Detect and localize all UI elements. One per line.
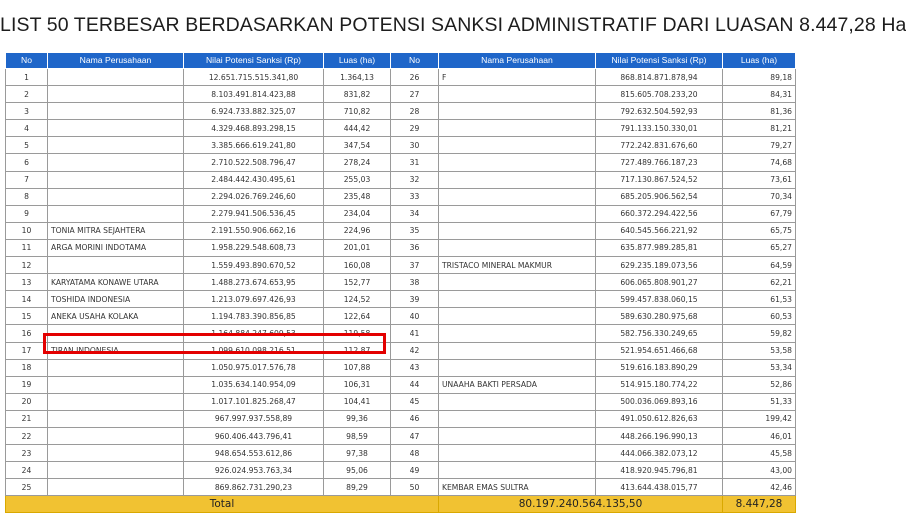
area-value: 51,33 bbox=[723, 393, 796, 410]
area-value: 65,27 bbox=[723, 239, 796, 256]
sanction-value: 1.194.783.390.856,85 bbox=[184, 308, 324, 325]
header-row bbox=[6, 53, 796, 69]
row-no: 16 bbox=[6, 325, 48, 342]
row-no: 30 bbox=[391, 137, 439, 154]
area-value: 235,48 bbox=[324, 188, 391, 205]
sanction-value: 413.644.438.015,77 bbox=[596, 479, 723, 496]
sanction-value: 448.266.196.990,13 bbox=[596, 427, 723, 444]
row-no: 23 bbox=[6, 445, 48, 462]
row-no: 12 bbox=[6, 257, 48, 274]
area-value: 73,61 bbox=[723, 171, 796, 188]
row-no: 2 bbox=[6, 86, 48, 103]
table-row bbox=[6, 274, 796, 291]
row-no: 18 bbox=[6, 359, 48, 376]
area-value: 234,04 bbox=[324, 205, 391, 222]
company-name bbox=[48, 188, 184, 205]
area-value: 59,82 bbox=[723, 325, 796, 342]
table-row bbox=[6, 69, 796, 86]
sanction-value: 12.651.715.515.341,80 bbox=[184, 69, 324, 86]
table-row bbox=[6, 393, 796, 410]
company-name bbox=[439, 445, 596, 462]
table-body bbox=[6, 69, 796, 496]
sanction-value: 869.862.731.290,23 bbox=[184, 479, 324, 496]
header-name-left: Nama Perusahaan bbox=[48, 53, 184, 69]
area-value: 119,58 bbox=[324, 325, 391, 342]
row-no: 24 bbox=[6, 462, 48, 479]
row-no: 45 bbox=[391, 393, 439, 410]
row-no: 21 bbox=[6, 410, 48, 427]
row-no: 47 bbox=[391, 427, 439, 444]
company-name: TIRAN INDONESIA bbox=[48, 342, 184, 359]
company-name bbox=[439, 103, 596, 120]
area-value: 43,00 bbox=[723, 462, 796, 479]
company-name bbox=[48, 120, 184, 137]
area-value: 61,53 bbox=[723, 291, 796, 308]
row-no: 37 bbox=[391, 257, 439, 274]
table-row bbox=[6, 308, 796, 325]
sanction-value: 926.024.953.763,34 bbox=[184, 462, 324, 479]
table-row bbox=[6, 222, 796, 239]
company-name bbox=[439, 222, 596, 239]
row-no: 9 bbox=[6, 205, 48, 222]
row-no: 50 bbox=[391, 479, 439, 496]
sanction-table bbox=[5, 52, 796, 513]
area-value: 46,01 bbox=[723, 427, 796, 444]
page-title: LIST 50 TERBESAR BERDASARKAN POTENSI SANKSI ADMINISTRATIF DARI LUASAN 8.447,28 Ha bbox=[0, 14, 906, 36]
sanction-value: 660.372.294.422,56 bbox=[596, 205, 723, 222]
row-no: 49 bbox=[391, 462, 439, 479]
area-value: 444,42 bbox=[324, 120, 391, 137]
sanction-value: 521.954.651.466,68 bbox=[596, 342, 723, 359]
row-no: 8 bbox=[6, 188, 48, 205]
area-value: 97,38 bbox=[324, 445, 391, 462]
table-row bbox=[6, 239, 796, 256]
header-area-left: Luas (ha) bbox=[324, 53, 391, 69]
company-name bbox=[439, 205, 596, 222]
row-no: 29 bbox=[391, 120, 439, 137]
company-name bbox=[48, 479, 184, 496]
company-name bbox=[439, 462, 596, 479]
row-no: 13 bbox=[6, 274, 48, 291]
table-row bbox=[6, 205, 796, 222]
area-value: 98,59 bbox=[324, 427, 391, 444]
area-value: 107,88 bbox=[324, 359, 391, 376]
table-row bbox=[6, 376, 796, 393]
company-name bbox=[48, 410, 184, 427]
table-row bbox=[6, 291, 796, 308]
company-name bbox=[48, 205, 184, 222]
area-value: 81,21 bbox=[723, 120, 796, 137]
total-area: 8.447,28 bbox=[723, 496, 796, 513]
table-row bbox=[6, 479, 796, 496]
company-name bbox=[439, 325, 596, 342]
company-name: KARYATAMA KONAWE UTARA bbox=[48, 274, 184, 291]
area-value: 278,24 bbox=[324, 154, 391, 171]
company-name bbox=[439, 171, 596, 188]
company-name bbox=[48, 462, 184, 479]
table-row bbox=[6, 120, 796, 137]
table-row bbox=[6, 359, 796, 376]
area-value: 89,29 bbox=[324, 479, 391, 496]
area-value: 42,46 bbox=[723, 479, 796, 496]
company-name bbox=[48, 69, 184, 86]
row-no: 25 bbox=[6, 479, 48, 496]
row-no: 19 bbox=[6, 376, 48, 393]
company-name bbox=[48, 86, 184, 103]
company-name bbox=[48, 103, 184, 120]
area-value: 152,77 bbox=[324, 274, 391, 291]
area-value: 255,03 bbox=[324, 171, 391, 188]
sanction-value: 491.050.612.826,63 bbox=[596, 410, 723, 427]
company-name: TOSHIDA INDONESIA bbox=[48, 291, 184, 308]
table-row bbox=[6, 103, 796, 120]
company-name: ARGA MORINI INDOTAMA bbox=[48, 239, 184, 256]
sanction-value: 519.616.183.890,29 bbox=[596, 359, 723, 376]
total-row bbox=[6, 496, 796, 513]
row-no: 34 bbox=[391, 205, 439, 222]
area-value: 224,96 bbox=[324, 222, 391, 239]
table-row bbox=[6, 342, 796, 359]
sanction-value: 948.654.553.612,86 bbox=[184, 445, 324, 462]
area-value: 79,27 bbox=[723, 137, 796, 154]
company-name bbox=[48, 171, 184, 188]
company-name: UNAAHA BAKTI PERSADA bbox=[439, 376, 596, 393]
row-no: 5 bbox=[6, 137, 48, 154]
area-value: 65,75 bbox=[723, 222, 796, 239]
row-no: 48 bbox=[391, 445, 439, 462]
area-value: 95,06 bbox=[324, 462, 391, 479]
area-value: 84,31 bbox=[723, 86, 796, 103]
sanction-value: 2.484.442.430.495,61 bbox=[184, 171, 324, 188]
row-no: 36 bbox=[391, 239, 439, 256]
row-no: 14 bbox=[6, 291, 48, 308]
total-value: 80.197.240.564.135,50 bbox=[439, 496, 723, 513]
sanction-value: 1.050.975.017.576,78 bbox=[184, 359, 324, 376]
table-row bbox=[6, 171, 796, 188]
area-value: 53,58 bbox=[723, 342, 796, 359]
sanction-value: 2.279.941.506.536,45 bbox=[184, 205, 324, 222]
area-value: 52,86 bbox=[723, 376, 796, 393]
row-no: 4 bbox=[6, 120, 48, 137]
area-value: 74,68 bbox=[723, 154, 796, 171]
company-name bbox=[439, 359, 596, 376]
sanction-value: 815.605.708.233,20 bbox=[596, 86, 723, 103]
company-name bbox=[439, 188, 596, 205]
row-no: 11 bbox=[6, 239, 48, 256]
sanction-value: 640.545.566.221,92 bbox=[596, 222, 723, 239]
sanction-value: 514.915.180.774,22 bbox=[596, 376, 723, 393]
company-name bbox=[439, 393, 596, 410]
area-value: 70,34 bbox=[723, 188, 796, 205]
company-name bbox=[48, 376, 184, 393]
area-value: 60,53 bbox=[723, 308, 796, 325]
sanction-value: 1.559.493.890.670,52 bbox=[184, 257, 324, 274]
sanction-value: 967.997.937.558,89 bbox=[184, 410, 324, 427]
area-value: 104,41 bbox=[324, 393, 391, 410]
company-name bbox=[439, 410, 596, 427]
row-no: 17 bbox=[6, 342, 48, 359]
company-name: KEMBAR EMAS SULTRA bbox=[439, 479, 596, 496]
sanction-value: 1.488.273.674.653,95 bbox=[184, 274, 324, 291]
row-no: 7 bbox=[6, 171, 48, 188]
area-value: 160,08 bbox=[324, 257, 391, 274]
company-name bbox=[439, 120, 596, 137]
company-name bbox=[48, 325, 184, 342]
sanction-value: 629.235.189.073,56 bbox=[596, 257, 723, 274]
table-row bbox=[6, 137, 796, 154]
company-name bbox=[48, 137, 184, 154]
row-no: 1 bbox=[6, 69, 48, 86]
row-no: 43 bbox=[391, 359, 439, 376]
company-name bbox=[439, 239, 596, 256]
area-value: 831,82 bbox=[324, 86, 391, 103]
sanction-value: 599.457.838.060,15 bbox=[596, 291, 723, 308]
total-label: Total bbox=[6, 496, 439, 513]
row-no: 22 bbox=[6, 427, 48, 444]
sanction-value: 606.065.808.901,27 bbox=[596, 274, 723, 291]
table-row bbox=[6, 445, 796, 462]
sanction-value: 1.958.229.548.608,73 bbox=[184, 239, 324, 256]
company-name bbox=[439, 274, 596, 291]
company-name bbox=[48, 154, 184, 171]
sanction-value: 582.756.330.249,65 bbox=[596, 325, 723, 342]
area-value: 124,52 bbox=[324, 291, 391, 308]
area-value: 122,64 bbox=[324, 308, 391, 325]
row-no: 6 bbox=[6, 154, 48, 171]
row-no: 20 bbox=[6, 393, 48, 410]
row-no: 27 bbox=[391, 86, 439, 103]
row-no: 31 bbox=[391, 154, 439, 171]
company-name bbox=[439, 86, 596, 103]
row-no: 15 bbox=[6, 308, 48, 325]
row-no: 35 bbox=[391, 222, 439, 239]
row-no: 39 bbox=[391, 291, 439, 308]
company-name bbox=[48, 257, 184, 274]
row-no: 10 bbox=[6, 222, 48, 239]
company-name bbox=[439, 427, 596, 444]
table-row bbox=[6, 86, 796, 103]
table-row bbox=[6, 410, 796, 427]
row-no: 46 bbox=[391, 410, 439, 427]
company-name bbox=[48, 427, 184, 444]
area-value: 62,21 bbox=[723, 274, 796, 291]
sanction-value: 1.035.634.140.954,09 bbox=[184, 376, 324, 393]
row-no: 3 bbox=[6, 103, 48, 120]
header-area-right: Luas (ha) bbox=[723, 53, 796, 69]
sanction-value: 1.213.079.697.426,93 bbox=[184, 291, 324, 308]
table-row bbox=[6, 154, 796, 171]
table-row bbox=[6, 325, 796, 342]
area-value: 67,79 bbox=[723, 205, 796, 222]
sanction-value: 589.630.280.975,68 bbox=[596, 308, 723, 325]
sanction-value: 444.066.382.073,12 bbox=[596, 445, 723, 462]
sanction-value: 772.242.831.676,60 bbox=[596, 137, 723, 154]
row-no: 28 bbox=[391, 103, 439, 120]
header-no-right: No bbox=[391, 53, 439, 69]
sanction-value: 685.205.906.562,54 bbox=[596, 188, 723, 205]
sanction-value: 1.164.884.247.609,53 bbox=[184, 325, 324, 342]
company-name bbox=[439, 137, 596, 154]
header-no-left: No bbox=[6, 53, 48, 69]
sanction-value: 6.924.733.882.325,07 bbox=[184, 103, 324, 120]
company-name: ANEKA USAHA KOLAKA bbox=[48, 308, 184, 325]
sanction-value: 2.710.522.508.796,47 bbox=[184, 154, 324, 171]
sanction-value: 635.877.989.285,81 bbox=[596, 239, 723, 256]
company-name bbox=[439, 308, 596, 325]
row-no: 42 bbox=[391, 342, 439, 359]
header-value-left: Nilai Potensi Sanksi (Rp) bbox=[184, 53, 324, 69]
sanction-value: 868.814.871.878,94 bbox=[596, 69, 723, 86]
company-name: TONIA MITRA SEJAHTERA bbox=[48, 222, 184, 239]
row-no: 44 bbox=[391, 376, 439, 393]
sanction-value: 500.036.069.893,16 bbox=[596, 393, 723, 410]
sanction-value: 3.385.666.619.241,80 bbox=[184, 137, 324, 154]
sanction-value: 8.103.491.814.423,88 bbox=[184, 86, 324, 103]
sanction-value: 2.191.550.906.662,16 bbox=[184, 222, 324, 239]
row-no: 38 bbox=[391, 274, 439, 291]
area-value: 199,42 bbox=[723, 410, 796, 427]
area-value: 347,54 bbox=[324, 137, 391, 154]
header-value-right: Nilai Potensi Sanksi (Rp) bbox=[596, 53, 723, 69]
table-row bbox=[6, 462, 796, 479]
company-name bbox=[439, 291, 596, 308]
area-value: 1.364,13 bbox=[324, 69, 391, 86]
row-no: 32 bbox=[391, 171, 439, 188]
row-no: 26 bbox=[391, 69, 439, 86]
area-value: 89,18 bbox=[723, 69, 796, 86]
row-no: 40 bbox=[391, 308, 439, 325]
company-name: F bbox=[439, 69, 596, 86]
company-name bbox=[439, 154, 596, 171]
sanction-value: 418.920.945.796,81 bbox=[596, 462, 723, 479]
company-name bbox=[48, 393, 184, 410]
row-no: 41 bbox=[391, 325, 439, 342]
sanction-value: 717.130.867.524,52 bbox=[596, 171, 723, 188]
company-name: TRISTACO MINERAL MAKMUR bbox=[439, 257, 596, 274]
area-value: 710,82 bbox=[324, 103, 391, 120]
area-value: 45,58 bbox=[723, 445, 796, 462]
header-name-right: Nama Perusahaan bbox=[439, 53, 596, 69]
sanction-value: 1.099.610.098.216,51 bbox=[184, 342, 324, 359]
area-value: 53,34 bbox=[723, 359, 796, 376]
area-value: 112,87 bbox=[324, 342, 391, 359]
company-name bbox=[48, 445, 184, 462]
area-value: 81,36 bbox=[723, 103, 796, 120]
sanction-value: 727.489.766.187,23 bbox=[596, 154, 723, 171]
company-name bbox=[439, 342, 596, 359]
area-value: 64,59 bbox=[723, 257, 796, 274]
table-row bbox=[6, 257, 796, 274]
sanction-value: 1.017.101.825.268,47 bbox=[184, 393, 324, 410]
table-row bbox=[6, 427, 796, 444]
sanction-value: 960.406.443.796,41 bbox=[184, 427, 324, 444]
sanction-value: 2.294.026.769.246,60 bbox=[184, 188, 324, 205]
table-row bbox=[6, 188, 796, 205]
sanction-value: 791.133.150.330,01 bbox=[596, 120, 723, 137]
area-value: 99,36 bbox=[324, 410, 391, 427]
sanction-value: 4.329.468.893.298,15 bbox=[184, 120, 324, 137]
company-name bbox=[48, 359, 184, 376]
row-no: 33 bbox=[391, 188, 439, 205]
area-value: 106,31 bbox=[324, 376, 391, 393]
area-value: 201,01 bbox=[324, 239, 391, 256]
sanction-value: 792.632.504.592,93 bbox=[596, 103, 723, 120]
